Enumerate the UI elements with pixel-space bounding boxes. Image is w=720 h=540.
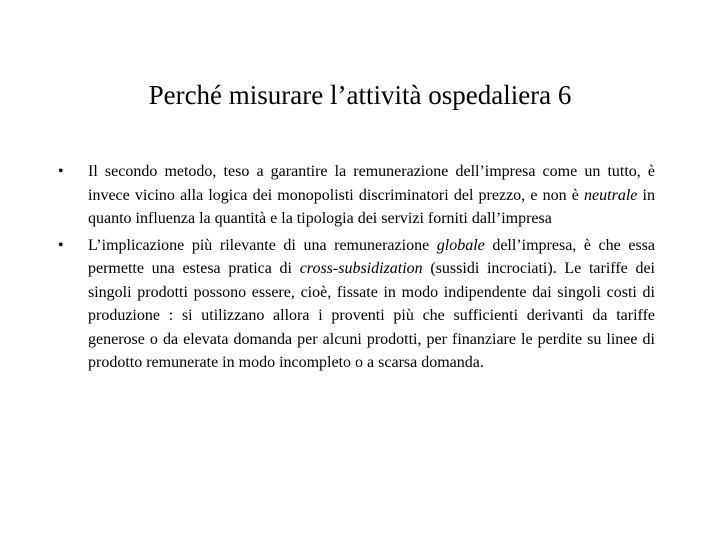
- bullet-marker-icon: •: [58, 236, 64, 254]
- bullet-2-text-part-1: L’implicazione più rilevante di una remunerazione: [88, 236, 437, 254]
- bullet-marker-icon: •: [58, 163, 64, 180]
- bullet-item-1: [58, 160, 655, 231]
- bullet-2-text-part-5: (sussidi incrociati). Le tariffe dei singoli prodotti possono essere, cioè, fissate in modo indipendente dai singoli costi di produzione : si utilizzano allora i proventi più che sufficienti derivanti da tariffe generose o da elevata domanda per alcuni prodotti, per finanziare le perdite su linee di prodotto remunerate in modo incompleto o a scarsa domanda.: [88, 260, 655, 371]
- bullet-1-text-part-3: in quanto influenza la quantità e la tipologia dei servizi forniti dall’impresa: [88, 186, 655, 227]
- bullet-text-1: [88, 163, 655, 227]
- bullet-list: [58, 160, 655, 378]
- slide-title: Perché misurare l’attività ospedaliera 6: [148, 80, 572, 110]
- bullet-2-text-part-3: dell’impresa, è che essa permette una estesa pratica di: [88, 236, 655, 277]
- bullet-text-2: [88, 237, 655, 372]
- bullet-2-italic-cross-subsidization: cross-subsidization: [299, 260, 423, 277]
- bullet-1-text-part-1: Il secondo metodo, teso a garantire la remunerazione dell’impresa come un tutto, è invece vicino alla logica dei monopolisti discriminatori del prezzo, e non è: [88, 163, 655, 204]
- bullet-1-italic-neutrale: neutrale: [584, 186, 638, 204]
- bullet-item-2: [58, 234, 655, 375]
- bullet-2-italic-globale: globale: [436, 236, 485, 254]
